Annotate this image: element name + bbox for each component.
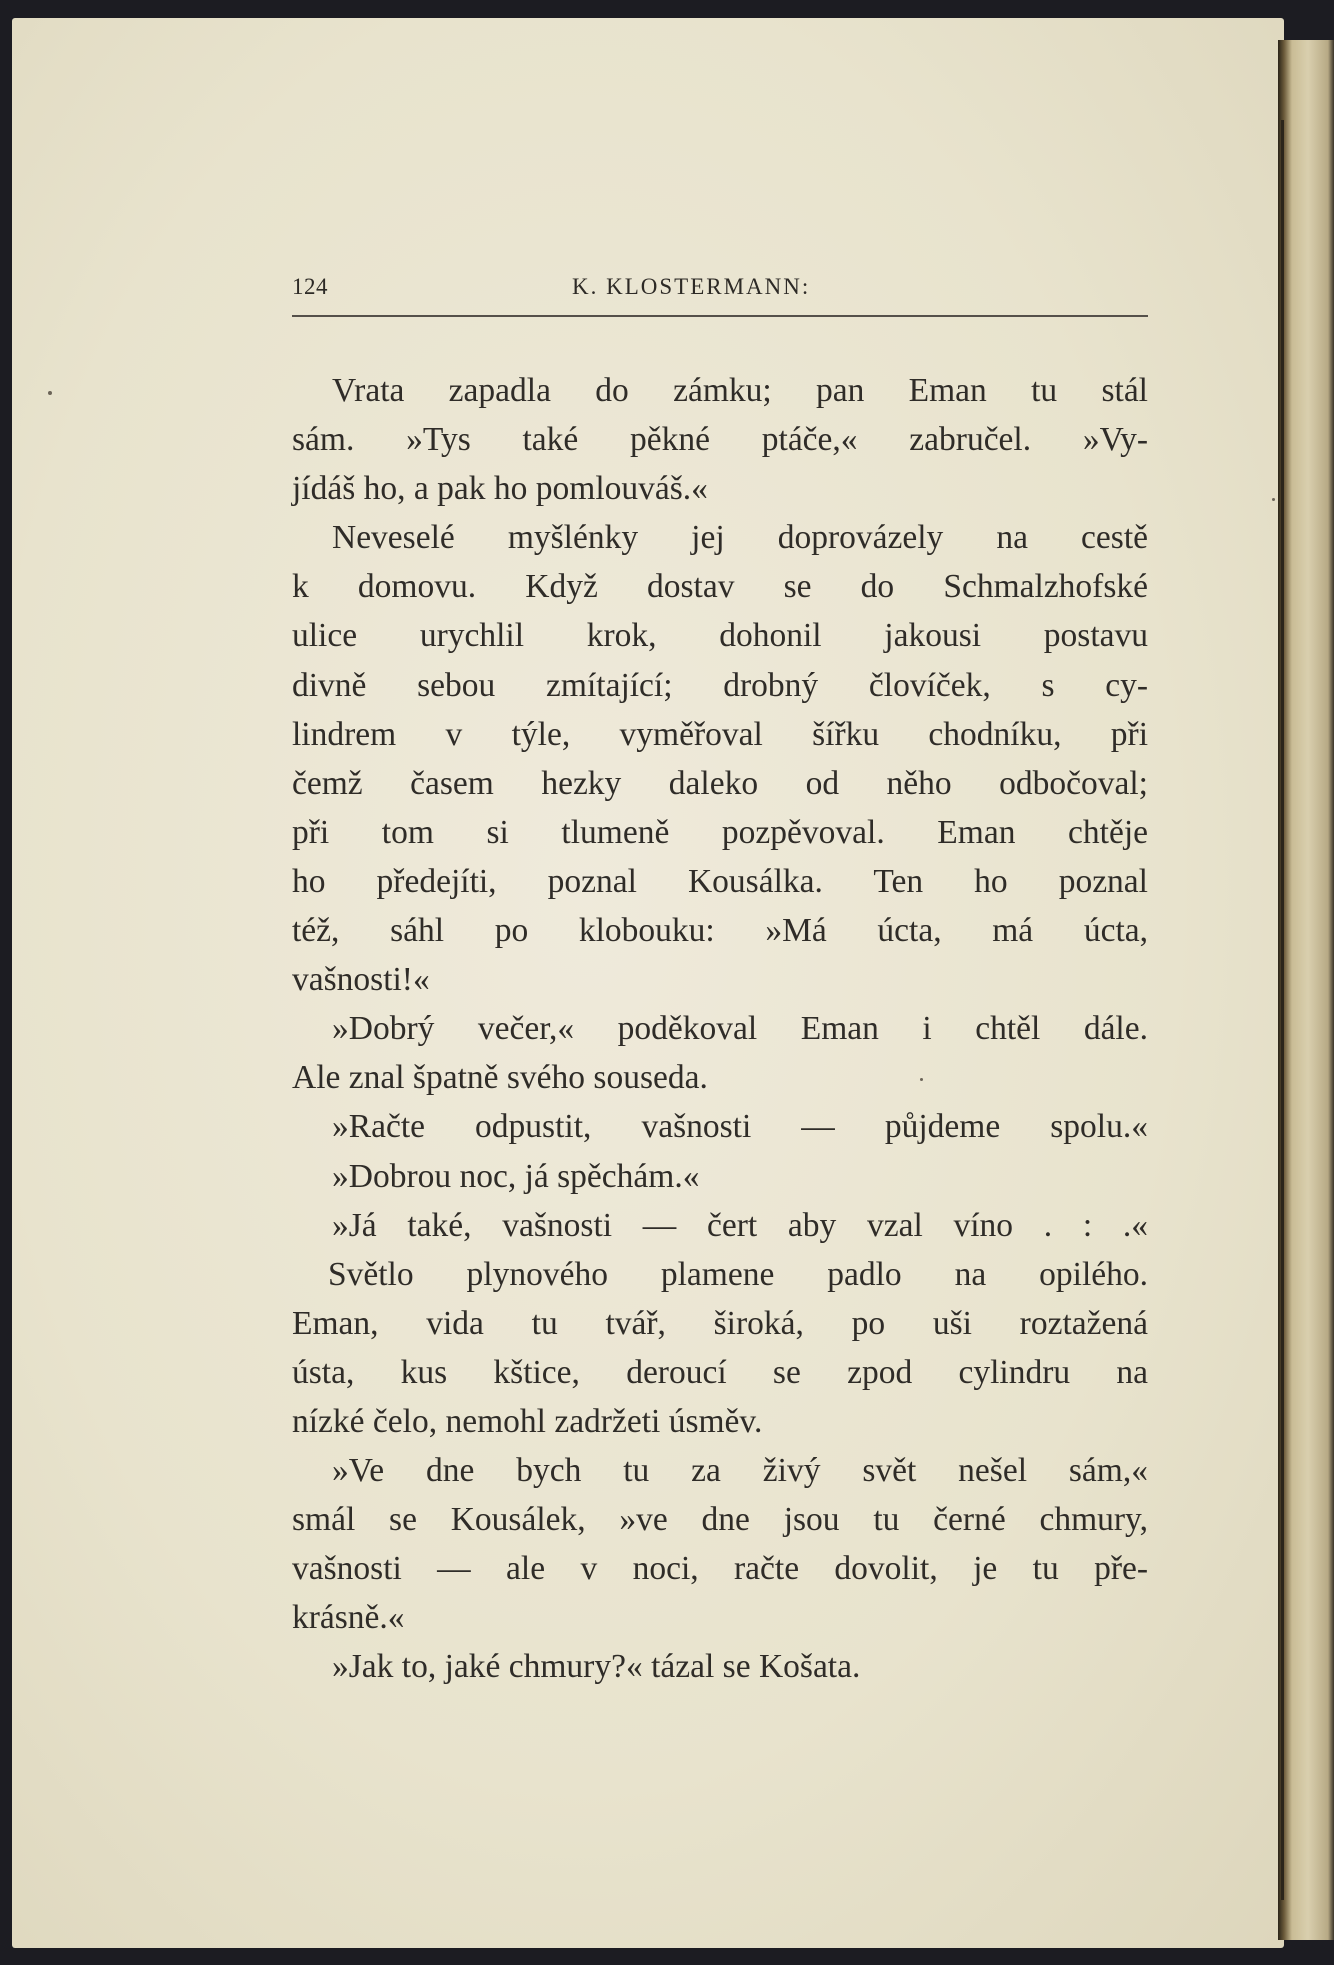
text-line: vašnosti!« — [292, 961, 430, 999]
text-line: vašnosti — ale v noci, račte dovolit, je tu pře- — [292, 1550, 1148, 1588]
text-line: při tom si tlumeně pozpěvoval. Eman chtěje — [292, 813, 1148, 851]
paper-speck — [48, 391, 52, 395]
text-line: »Dobrou noc, já spěchám.« — [332, 1157, 700, 1195]
text-line: Světlo plynového plamene padlo na opilého. — [328, 1255, 1148, 1293]
paper-speck — [1272, 498, 1275, 501]
text-line: smál se Kousálek, »ve dne jsou tu černé chmury, — [292, 1501, 1148, 1539]
text-line: krásně.« — [292, 1599, 405, 1637]
text-line: Eman, vida tu tvář, široká, po uši roztažená — [292, 1304, 1148, 1342]
running-head: K. KLOSTERMANN: — [572, 274, 811, 299]
header-rule — [292, 315, 1148, 317]
text-line: lindrem v týle, vyměřoval šířku chodníku, při — [292, 715, 1148, 753]
text-line: »Ve dne bych tu za živý svět nešel sám,« — [332, 1452, 1148, 1490]
text-line: Vrata zapadla do zámku; pan Eman tu stál — [332, 372, 1148, 409]
body-text — [292, 366, 1148, 1692]
text-line: sám. »Tys také pěkné ptáče,« zabručel. »Vy- — [292, 421, 1148, 459]
text-line: čemž časem hezky daleko od něho odbočoval; — [292, 764, 1148, 802]
gutter-shadow-line — [1281, 120, 1284, 1900]
text-line: Neveselé myšlénky jej doprovázely na cestě — [332, 519, 1148, 557]
text-line: k domovu. Když dostav se do Schmalzhofské — [292, 568, 1148, 606]
page-number: 124 — [292, 274, 328, 299]
text-line: »Račte odpustit, vašnosti — půjdeme spolu.« — [332, 1108, 1148, 1146]
text-line: »Dobrý večer,« poděkoval Eman i chtěl dále. — [332, 1010, 1148, 1048]
text-line: ulice urychlil krok, dohonil jakousi postavu — [292, 617, 1148, 655]
page-header — [292, 272, 1148, 318]
text-line: nízké čelo, nemohl zadržeti úsměv. — [292, 1402, 763, 1440]
text-line: divně sebou zmítající; drobný človíček, s cy- — [292, 666, 1148, 704]
text-line: ho předejíti, poznal Kousálka. Ten ho poznal — [292, 862, 1148, 900]
text-line: ústa, kus kštice, deroucí se zpod cylindru na — [292, 1353, 1148, 1391]
text-line: Ale znal špatně svého souseda. — [292, 1059, 708, 1097]
book-gutter — [1278, 40, 1334, 1940]
text-line: jídáš ho, a pak ho pomlouváš.« — [292, 470, 708, 508]
text-line: »Já také, vašnosti — čert aby vzal víno . : .« — [332, 1206, 1148, 1244]
text-line: též, sáhl po klobouku: »Má úcta, má úcta, — [292, 912, 1148, 950]
text-line: »Jak to, jaké chmury?« tázal se Košata. — [332, 1648, 861, 1686]
